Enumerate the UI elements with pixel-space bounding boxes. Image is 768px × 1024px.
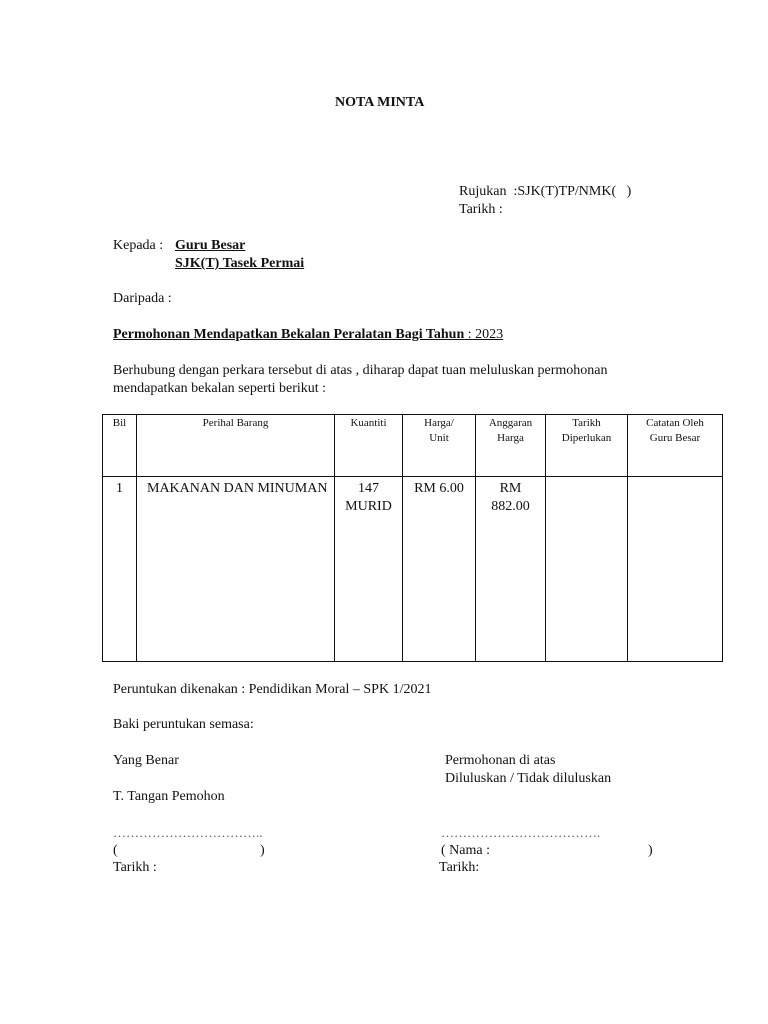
cell-tarikh [546, 477, 628, 662]
recipient-school: SJK(T) Tasek Permai [175, 256, 305, 271]
rujukan-line: Rujukan :SJK(T)TP/NMK( ) [459, 184, 632, 199]
cell-anggaran [476, 477, 546, 662]
header-anggaran-2: Harga [497, 432, 524, 444]
header-bil: Bil [103, 415, 137, 477]
signature-label: T. Tangan Pemohon [113, 789, 225, 804]
signature-dots-left: …………………………….. [113, 825, 263, 840]
items-table [102, 414, 723, 662]
paren-left-close: ) [260, 843, 265, 858]
approval-options: Diluluskan / Tidak diluluskan [445, 771, 612, 786]
subject-year: : 2023 [464, 327, 504, 342]
baki-line: Baki peruntukan semasa: [113, 717, 254, 732]
subject-text: Permohonan Mendapatkan Bekalan Peralatan Bagi Tahun [113, 327, 465, 342]
cell-kuantiti-2: MURID [345, 499, 392, 514]
header-catatan-1: Catatan Oleh [646, 417, 704, 429]
tarikh-left: Tarikh : [113, 860, 157, 875]
yang-benar: Yang Benar [113, 753, 179, 768]
page-title: NOTA MINTA [335, 95, 425, 110]
peruntukan-line: Peruntukan dikenakan : Pendidikan Moral – SPK 1/2021 [113, 682, 432, 697]
header-tarikh-1: Tarikh [572, 417, 601, 429]
header-anggaran-1: Anggaran [488, 417, 533, 429]
cell-bil: 1 [103, 477, 137, 662]
paren-right-close: ) [648, 843, 653, 858]
cell-kuantiti [335, 477, 403, 662]
table-header-row [103, 415, 723, 477]
header-perihal: Perihal Barang [137, 415, 335, 477]
nama-label: ( Nama : [441, 843, 490, 858]
permohonan-di-atas: Permohonan di atas [445, 753, 556, 768]
header-kuantiti: Kuantiti [335, 415, 403, 477]
header-harga-1: Harga/ [424, 417, 454, 429]
recipient-name: Guru Besar [175, 238, 246, 253]
header-tarikh [546, 415, 628, 477]
header-anggaran [476, 415, 546, 477]
daripada-label: Daripada : [113, 291, 172, 306]
cell-anggaran-1: RM [499, 481, 522, 496]
header-harga [403, 415, 476, 477]
header-tarikh-2: Diperlukan [561, 432, 612, 444]
paren-left-open: ( [113, 843, 118, 858]
intro-line-1: Berhubung dengan perkara tersebut di atas , diharap dapat tuan meluluskan permohonan [113, 363, 608, 378]
subject-line [113, 326, 503, 344]
header-catatan [628, 415, 723, 477]
cell-catatan [628, 477, 723, 662]
cell-harga: RM 6.00 [403, 477, 476, 662]
intro-line-2: mendapatkan bekalan seperti berikut : [113, 381, 327, 396]
kepada-label: Kepada : [113, 238, 164, 253]
tarikh-top: Tarikh : [459, 202, 503, 217]
signature-dots-right: ………………………………. [441, 825, 601, 840]
header-catatan-2: Guru Besar [649, 432, 701, 444]
header-harga-2: Unit [429, 432, 449, 444]
tarikh-right: Tarikh: [439, 860, 480, 875]
cell-anggaran-2: 882.00 [491, 499, 530, 514]
cell-perihal: MAKANAN DAN MINUMAN [137, 477, 335, 662]
cell-kuantiti-1: 147 [358, 481, 379, 496]
table-row [103, 477, 723, 662]
